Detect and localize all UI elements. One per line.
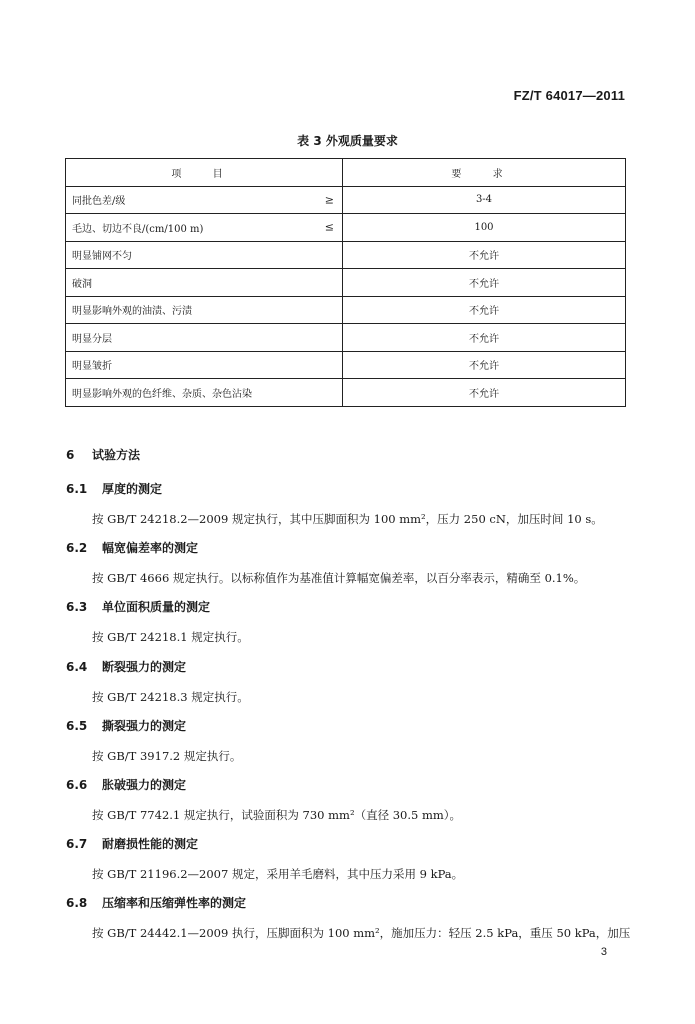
subsection-heading: [66, 894, 246, 911]
item-cell: [66, 351, 343, 379]
column-header-item: 项 目: [66, 159, 343, 187]
subsection-number: 6.6: [66, 778, 88, 792]
subsection-text: 按 GB/T 4666 规定执行。以标称值作为基准值计算幅宽偏差率，以百分率表示，精确至 0.1%。: [92, 571, 586, 586]
item-label: 明显皱折: [72, 361, 112, 373]
subsection-title: 单位面积质量的测定: [102, 600, 211, 615]
item-cell: [66, 324, 343, 352]
section-6-heading: [66, 446, 140, 463]
standard-code: FZ/T 64017—2011: [513, 88, 625, 103]
table-title: 表 3 外观质量要求: [297, 134, 398, 148]
appearance-quality-table: [65, 158, 626, 407]
item-label: 明显分层: [72, 333, 112, 345]
subsection-title: 幅宽偏差率的测定: [102, 541, 199, 556]
table-row: [66, 241, 626, 269]
item-cell: [66, 269, 343, 297]
item-cell: [66, 379, 343, 407]
subsection-text: 按 GB/T 24218.1 规定执行。: [92, 630, 249, 645]
subsection-title: 撕裂强力的测定: [102, 718, 187, 733]
subsection-number: 6.8: [66, 896, 88, 911]
column-header-requirement: 要 求: [343, 159, 626, 187]
subsection-number: 6.5: [66, 718, 88, 733]
subsection-number: 6.2: [66, 541, 88, 556]
requirement-cell: 不允许: [343, 351, 626, 379]
item-label: 明显铺网不匀: [72, 251, 132, 263]
requirement-cell: 100: [343, 214, 626, 242]
table-row: [66, 324, 626, 352]
item-cell: [66, 296, 343, 324]
requirement-cell: 不允许: [343, 324, 626, 352]
subsection-title: 胀破强力的测定: [102, 778, 187, 792]
subsection-heading: [66, 717, 186, 734]
item-cell: [66, 186, 343, 214]
subsection-number: 6.1: [66, 482, 88, 496]
subsection-text: 按 GB/T 24218.2—2009 规定执行，其中压脚面积为 100 mm²，压力 250 cN，加压时间 10 s。: [92, 512, 603, 526]
subsection-heading: [66, 539, 198, 556]
subsection-text: 按 GB/T 21196.2—2007 规定，采用羊毛磨料，其中压力采用 9 kPa。: [92, 867, 464, 882]
subsection-title: 耐磨损性能的测定: [102, 837, 199, 852]
table-row: [66, 269, 626, 297]
subsection-number: 6.3: [66, 600, 88, 615]
item-label: 毛边、切边不良/(cm/100 m): [72, 223, 204, 235]
item-label: 破洞: [72, 278, 92, 290]
subsection-text: 按 GB/T 7742.1 规定执行，试验面积为 730 mm²（直径 30.5 mm）。: [92, 808, 462, 822]
subsection-text: 按 GB/T 24442.1—2009 执行，压脚面积为 100 mm²，施加压力：轻压 2.5 kPa，重压 50 kPa，加压: [92, 926, 631, 941]
table-row: [66, 379, 626, 407]
subsection-number: 6.4: [66, 659, 88, 674]
table-header-row: [66, 159, 626, 187]
item-cell: [66, 241, 343, 269]
requirement-cell: 不允许: [343, 241, 626, 269]
subsection-title: 厚度的测定: [102, 482, 163, 496]
item-label: 同批色差/级: [72, 196, 126, 208]
comparison-symbol: ≤: [324, 220, 334, 234]
requirement-cell: 3-4: [343, 186, 626, 214]
subsection-heading: [66, 598, 210, 615]
requirement-cell: 不允许: [343, 296, 626, 324]
table-row: [66, 296, 626, 324]
item-label: 明显影响外观的色纤维、杂质、杂色沾染: [72, 388, 252, 400]
section-title: 试验方法: [92, 448, 141, 462]
subsection-heading: [66, 658, 186, 675]
section-number: 6: [66, 448, 75, 462]
subsection-heading: [66, 835, 198, 852]
page-number: 3: [600, 946, 607, 958]
subsection-title: 断裂强力的测定: [102, 659, 187, 674]
subsection-number: 6.7: [66, 837, 88, 852]
subsection-title: 压缩率和压缩弹性率的测定: [102, 896, 247, 911]
table-row: [66, 186, 626, 214]
requirement-cell: 不允许: [343, 269, 626, 297]
subsection-text: 按 GB/T 24218.3 规定执行。: [92, 689, 249, 704]
subsection-heading: [66, 480, 162, 497]
table-row: [66, 351, 626, 379]
requirement-cell: 不允许: [343, 379, 626, 407]
item-label: 明显影响外观的油渍、污渍: [72, 306, 192, 318]
table-row: [66, 214, 626, 242]
subsection-heading: [66, 776, 186, 793]
subsection-text: 按 GB/T 3917.2 规定执行。: [92, 748, 242, 763]
item-cell: [66, 214, 343, 242]
comparison-symbol: ≥: [324, 193, 334, 207]
